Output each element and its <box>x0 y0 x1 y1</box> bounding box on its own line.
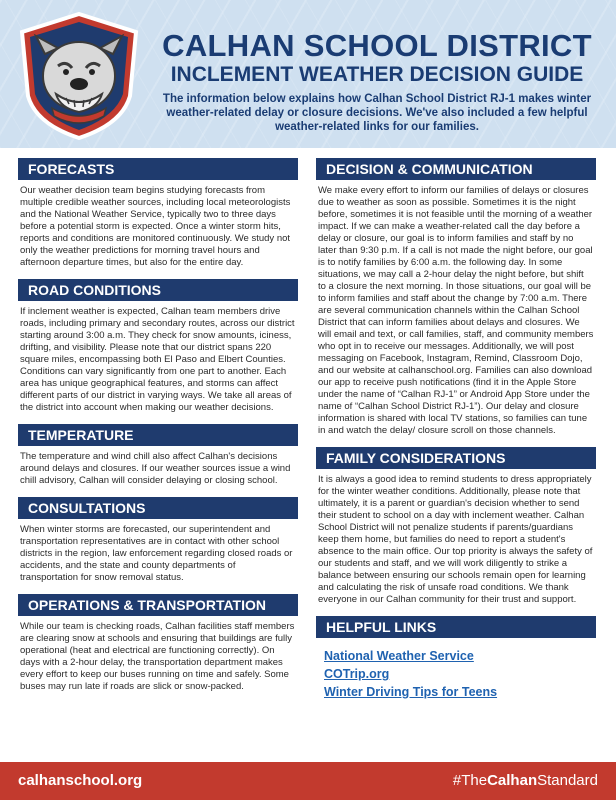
operations-transportation-heading: OPERATIONS & TRANSPORTATION <box>18 594 298 616</box>
left-column <box>18 158 298 703</box>
header-banner <box>0 0 616 148</box>
forecasts-heading: FORECASTS <box>18 158 298 180</box>
right-column <box>316 158 596 701</box>
link-winter-driving-tips[interactable]: Winter Driving Tips for Teens <box>324 685 498 699</box>
footer-bar <box>0 762 616 800</box>
hashtag-bold: Calhan <box>487 772 538 789</box>
forecasts-body: Our weather decision team begins studying forecasts from multiple credible weather sources, including local meteorologists and the National Weather Service, typically two to three days before a potential storm is expected. Once a winter storm hits, reports and conditions are monitored continuously. We study not only the weather predictions for morning travel hours and afternoon departure times, but also for the entire day. <box>20 185 291 268</box>
footer-hashtag <box>453 772 598 789</box>
decision-communication-heading: DECISION & COMMUNICATION <box>316 158 596 180</box>
link-national-weather-service[interactable]: National Weather Service <box>324 649 474 663</box>
consultations-body: When winter storms are forecasted, our superintendent and transportation representatives are in contact with other school districts in the region, law enforcement regarding closed roads or accidents, and the state and county departments of transportation for snow removal status. <box>20 524 293 583</box>
helpful-links-list <box>316 643 596 701</box>
family-considerations-heading: FAMILY CONSIDERATIONS <box>316 447 596 469</box>
bulldog-mascot-shield-logo <box>14 10 144 142</box>
hashtag-suffix: Standard <box>537 772 598 789</box>
hashtag-prefix: #The <box>452 772 488 789</box>
road-conditions-heading: ROAD CONDITIONS <box>18 279 298 301</box>
helpful-links-heading: HELPFUL LINKS <box>316 616 596 638</box>
temperature-body: The temperature and wind chill also affect Calhan's decisions around delays and closures. If our weather sources issue a wind chill advisory, Calhan will consider delaying or closing school. <box>20 451 291 486</box>
operations-transportation-body: While our team is checking roads, Calhan facilities staff members are clearing snow at schools and ensuring that buildings are fully operational (heat and electrical are functioning correctly). On days with a 2-hour delay, the transportation department makes every effort to keep our buses running on time and safely. Some buses may run late if roads are slick or snow-packed. <box>20 621 295 692</box>
consultations-heading: CONSULTATIONS <box>18 497 298 519</box>
intro-text: The information below explains how Calhan School District RJ-1 makes winter weather-related delay or closure decisions. We've also included a few helpful weather-related links for our families. <box>162 93 592 133</box>
page-subtitle: INCLEMENT WEATHER DECISION GUIDE <box>170 63 584 86</box>
link-cotrip[interactable]: COTrip.org <box>324 667 390 681</box>
family-considerations-body: It is always a good idea to remind students to dress appropriately for the winter weather conditions. Additionally, please note that ultimately, it is a parent or guardian's decision whether to send their student to school on a day with inclement weather. Calhan School District will not penalize students if parents/guardians keep them home, but families do need to report a student's absence to the main office. Our top priority is always the safety of our students and staff, and we will work diligently to strike a balance between ensuring our schools remain open for learning and calculating the risk of unsafe road conditions. We thank everyone in our Calhan community for their trust and support. <box>318 474 593 605</box>
decision-communication-body: We make every effort to inform our families of delays or closures due to weather as soon as possible. Sometimes it is the night before, sometimes it is not feasible until the morning of a weather impact. If we can make a weather-related call the day before a delay or closure, our goal is to inform families and staff by no later than 9:30 p.m. If a call is not made the night before, our goal is to notify families by 6:00 a.m. the following day. In some situations, we may call a 2-hour delay the night before, but shift to a closure the next morning. In those situations, our goal will be to inform families and staff about the change by 7:00 a.m. There are several communication channels within the Calhan School District that can inform families about delays and closures. We will email and text, or call families, staff, and community members who opt in to receive our messages. Additionally, we will post messaging on Facebook, Instagram, Remind, Classroom Dojo, and our website at calhanschool.org. Families can also download our app to receive push notifications (find it in the Apple Store under the name of “Calhan RJ-1” or Android App Store under the name of “Calhan School District RJ-1”). Our delay and closure information is shared with local TV stations, so families can tune in and watch the delay/ closure scroll on those channels. <box>318 185 594 436</box>
road-conditions-body: If inclement weather is expected, Calhan team members drive roads, including primary and secondary routes, across our district starting around 3:00 a.m. They check for snow amounts, iciness, drifting, and visibility. Please note that our district spans 220 square miles, encompassing both El Paso and Elbert Counties. Conditions can vary significantly from one part to another. Each area has unique geographical features, and storms can affect different parts of our district in varying ways. We take all areas of the district into account when making our weather decisions. <box>20 306 295 413</box>
page-title: CALHAN SCHOOL DISTRICT <box>162 28 592 63</box>
temperature-heading: TEMPERATURE <box>18 424 298 446</box>
footer-website[interactable]: calhanschool.org <box>18 772 143 789</box>
